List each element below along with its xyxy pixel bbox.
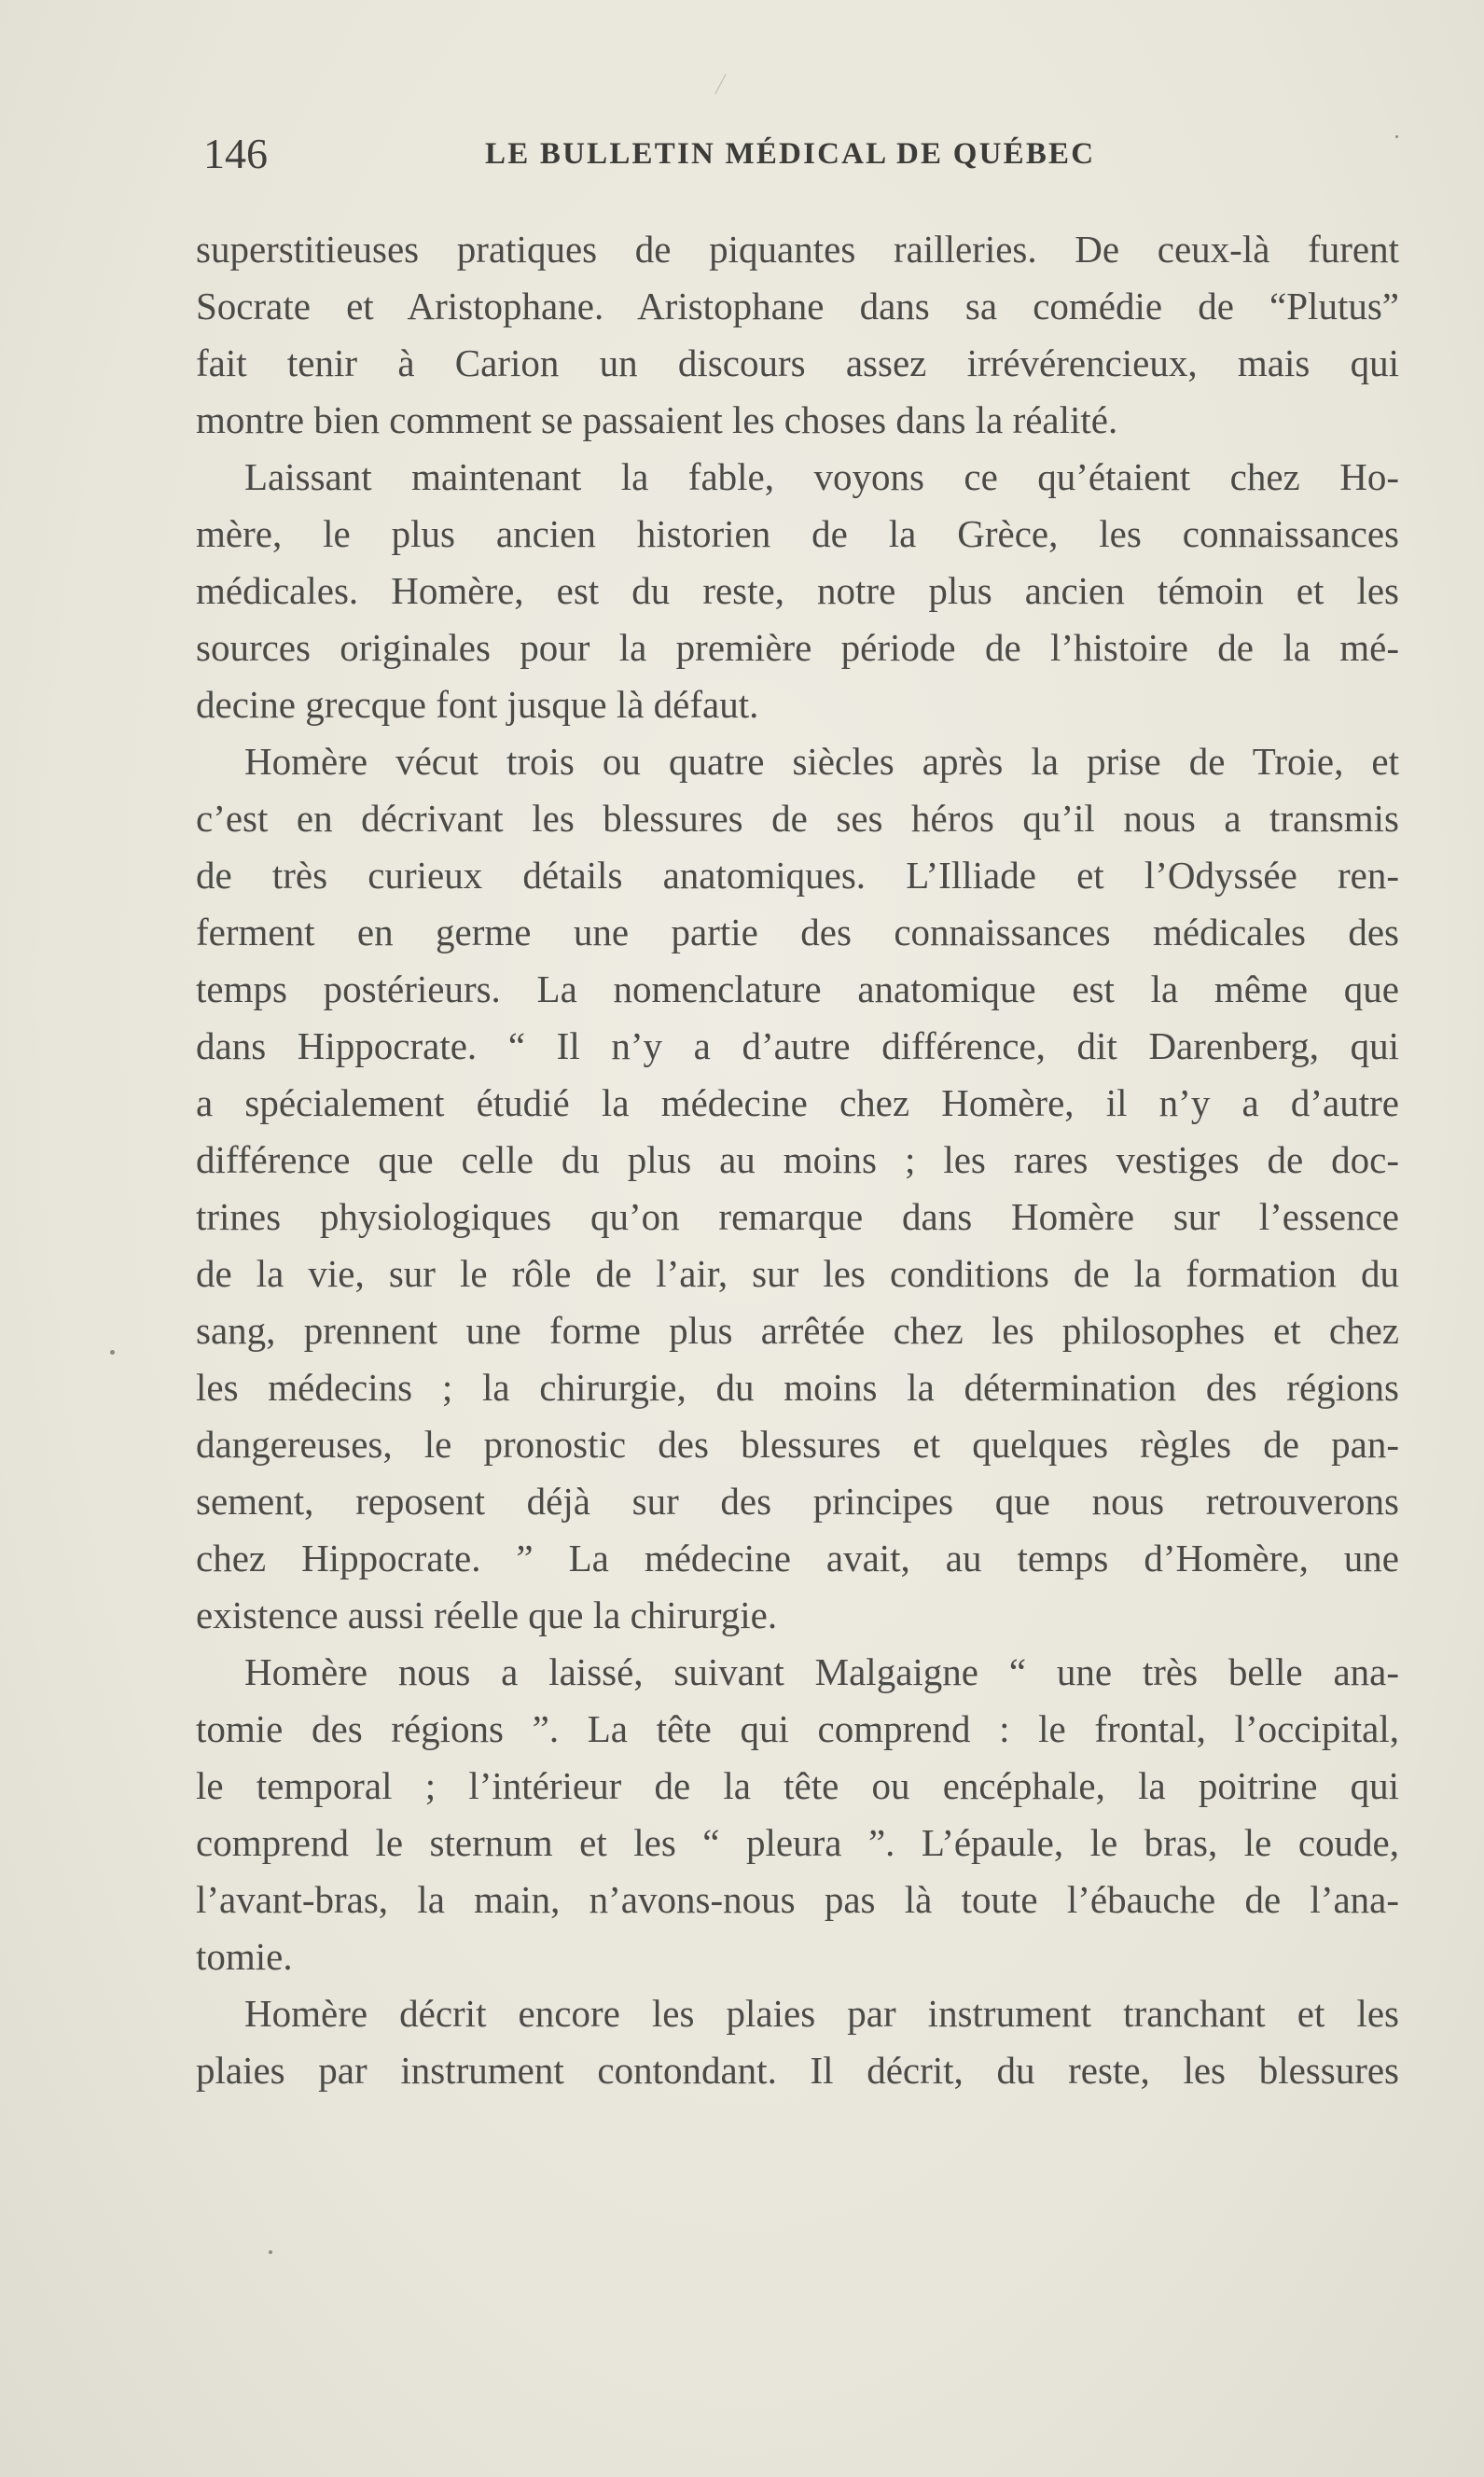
text-line: les médecins ; la chirurgie, du moins la détermination des régions <box>196 1366 1399 1409</box>
text-line: Laissant maintenant la fable, voyons ce qu’étaient chez Ho- <box>244 455 1399 498</box>
text-line: decine grecque font jusque là défaut. <box>196 683 759 726</box>
text-line: dans Hippocrate. “ Il n’y a d’autre différence, dit Darenberg, qui <box>196 1024 1399 1067</box>
page-number: 146 <box>203 130 268 177</box>
text-line: de la vie, sur le rôle de l’air, sur les conditions de la formation du <box>196 1252 1399 1295</box>
text-line: chez Hippocrate. ” La médecine avait, au temps d’Homère, une <box>196 1537 1399 1579</box>
paper-speck <box>110 1350 115 1355</box>
text-line: différence que celle du plus au moins ; les rares vestiges de doc- <box>196 1138 1399 1181</box>
running-title: LE BULLETIN MÉDICAL DE QUÉBEC <box>485 137 1096 171</box>
text-line: sang, prennent une forme plus arrêtée chez les philosophes et chez <box>196 1309 1399 1352</box>
text-line: sources originales pour la première période de l’histoire de la mé- <box>196 626 1399 669</box>
text-line: comprend le sternum et les “ pleura ”. L’épaule, le bras, le coude, <box>196 1821 1399 1864</box>
paper-speck <box>269 2250 272 2254</box>
text-line: Homère vécut trois ou quatre siècles après la prise de Troie, et <box>244 740 1399 783</box>
text-line: mère, le plus ancien historien de la Grèce, les connaissances <box>196 512 1399 555</box>
text-line: tomie. <box>196 1935 293 1978</box>
text-line: Homère nous a laissé, suivant Malgaigne “ une très belle ana- <box>244 1650 1399 1693</box>
text-line: a spécialement étudié la médecine chez Homère, il n’y a d’autre <box>196 1081 1399 1124</box>
body-text <box>196 221 1399 2099</box>
paper-speck <box>1395 135 1398 138</box>
text-line: dangereuses, le pronostic des blessures et quelques règles de pan- <box>196 1423 1399 1466</box>
text-line: fait tenir à Carion un discours assez irrévérencieux, mais qui <box>196 341 1399 384</box>
text-line: trines physiologiques qu’on remarque dans Homère sur l’essence <box>196 1195 1399 1238</box>
text-line: superstitieuses pratiques de piquantes railleries. De ceux-là furent <box>196 228 1399 271</box>
text-line: Socrate et Aristophane. Aristophane dans sa comédie de “Plutus” <box>196 285 1399 327</box>
text-line: montre bien comment se passaient les choses dans la réalité. <box>196 398 1118 441</box>
text-line: de très curieux détails anatomiques. L’Illiade et l’Odyssée ren- <box>196 854 1399 897</box>
text-line: médicales. Homère, est du reste, notre plus ancien témoin et les <box>196 569 1399 612</box>
paper-crease <box>714 74 726 94</box>
text-line: existence aussi réelle que la chirurgie. <box>196 1593 778 1636</box>
text-line: Homère décrit encore les plaies par instrument tranchant et les <box>244 1992 1399 2035</box>
text-line: l’avant-bras, la main, n’avons-nous pas là toute l’ébauche de l’ana- <box>196 1878 1399 1921</box>
text-line: temps postérieurs. La nomenclature anatomique est la même que <box>196 967 1399 1010</box>
text-line: tomie des régions ”. La tête qui comprend : le frontal, l’occipital, <box>196 1707 1399 1750</box>
text-line: plaies par instrument contondant. Il décrit, du reste, les blessures <box>196 2049 1399 2092</box>
text-line: c’est en décrivant les blessures de ses héros qu’il nous a transmis <box>196 797 1399 840</box>
page-header <box>203 121 1291 187</box>
text-line: sement, reposent déjà sur des principes que nous retrouverons <box>196 1480 1399 1523</box>
text-line: ferment en germe une partie des connaissances médicales des <box>196 911 1399 953</box>
text-line: le temporal ; l’intérieur de la tête ou encéphale, la poitrine qui <box>196 1764 1399 1807</box>
